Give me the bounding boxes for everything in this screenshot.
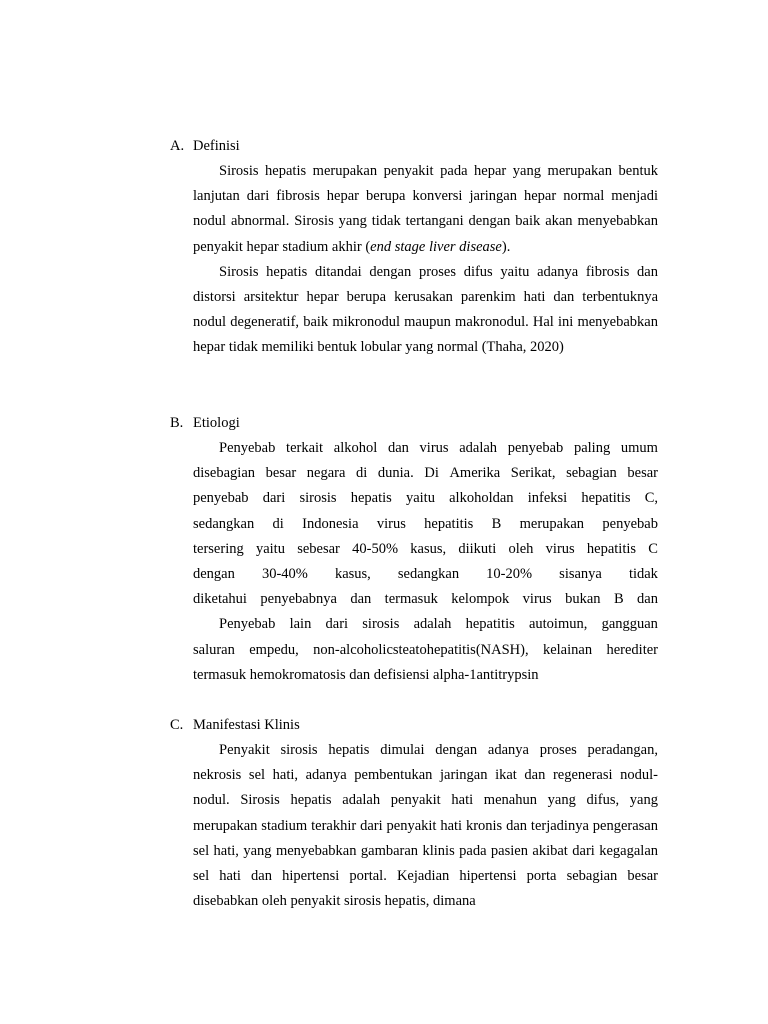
paragraph-text: Sirosis hepatis ditandai dengan proses difus yaitu adanya fibrosis dan distorsi arsitektur hepar berupa kerusakan parenkim hati dan terbentuknya nodul degeneratif, baik mikronodul maupun makronodul. Hal ini menyebabkan hepar tidak memiliki bentuk lobular yang normal (Thaha, 2020) [193,263,658,356]
section-body [193,159,658,361]
section-etiologi [170,411,658,688]
section-definisi [170,134,658,361]
word: saluran [193,641,235,658]
section-heading [170,713,658,738]
paragraph-line [193,537,658,562]
word: diketahui [193,591,247,608]
word: penyebabnya [260,591,337,608]
word: sirosis [299,490,337,507]
word: disebagian [193,465,256,482]
word: virus [522,591,552,608]
word: hepatitis [586,540,637,557]
section-letter: B. [170,415,184,431]
word: Serikat, [510,465,556,482]
word: lain [289,616,312,633]
paragraph-line [193,638,658,663]
word: hepatitis [424,515,474,532]
word: Di [424,465,439,482]
paragraph-text: ). [501,238,511,255]
word: dan [387,440,409,456]
word: sedangkan [193,515,255,532]
word: empedu, [249,641,299,658]
word: oleh [508,540,534,557]
word: autoimun, [528,616,588,633]
word: Indonesia [302,515,359,532]
word: sirosis [362,616,400,633]
word: sisanya [559,565,602,582]
word: penyebab [602,515,658,532]
section-letter: C. [170,717,184,733]
word: Penyebab [219,616,276,633]
word: di [272,515,284,532]
word: kelainan [542,641,593,658]
word: tersering [193,540,244,557]
word: alkohol [333,440,378,456]
word: kasus, [334,565,371,582]
word: termasuk [384,591,438,608]
word: diikuti [458,540,497,557]
section-heading [170,411,658,436]
word: paling [573,440,611,456]
word: virus [419,440,449,456]
word: negara [306,465,346,482]
word: non-alcoholicsteatohepatitis(NASH), [313,641,529,658]
paragraph-line [193,562,658,587]
italic-term: end stage liver disease [370,238,502,255]
word: sedangkan [397,565,460,582]
paragraph [193,159,658,260]
word: yaitu [405,490,435,507]
word: dengan [193,565,235,582]
word: dari [325,616,349,633]
word: tidak [628,565,658,582]
section-title: Definisi [193,138,240,154]
word: kasus, [410,540,447,557]
section-letter: A. [170,138,185,154]
word: infeksi [527,490,568,507]
word: adalah [413,616,452,633]
word: herediter [606,641,658,658]
word: hepatitis [465,616,515,633]
word: gangguan [601,616,658,633]
word: yaitu [255,540,285,557]
word: umum [620,440,658,456]
word: Amerika [449,465,501,482]
word: hepatis [350,490,392,507]
word: adalah [459,440,498,456]
word: 40-50% [352,540,399,557]
paragraph-line [193,612,658,637]
word: sebesar [297,540,340,557]
paragraph-text: Penyakit sirosis hepatis dimulai dengan adanya proses peradangan, nekrosis sel hati, adanya pembentukan jaringan ikat dan regenerasi nodul-nodul. Sirosis hepatis adalah penyakit hati menahun yang difus, yang merupakan stadium terakhir dari penyakit hati kronis dan terjadinya pengerasan sel hati, yang menyebabkan gambaran klinis pada pasien akibat dari kegagalan sel hati dan hipertensi portal. Kejadian hipertensi porta sebagian besar disebabkan oleh penyakit sirosis hepatis, dimana [193,742,658,910]
word: C [648,540,658,557]
word: dunia. [377,465,414,482]
word: penyebab [193,490,249,507]
word: 10-20% [486,565,533,582]
word: alkoholdan [449,490,514,507]
word: hepatitis [581,490,631,507]
word: virus [376,515,406,532]
word: B [491,515,502,532]
section-title: Manifestasi Klinis [193,717,300,733]
word: besar [265,465,297,482]
word: virus [545,540,575,557]
word: 30-40% [261,565,308,582]
section-body [193,738,658,914]
word: dan [637,591,658,608]
paragraph-line [193,512,658,537]
word: kelompok [451,591,510,608]
word: Penyebab [219,440,276,456]
paragraph-line [193,436,658,461]
word: besar [627,465,658,482]
section-title: Etiologi [193,415,240,431]
word: dari [262,490,286,507]
word: sebagian [566,465,617,482]
section-manifestasi-klinis [170,713,658,914]
word: dan [350,591,372,608]
paragraph-text: Sirosis hepatis merupakan penyakit pada hepar yang merupakan bentuk lanjutan dari fibrosis hepar berupa konversi jaringan hepar normal menjadi nodul abnormal. Sirosis yang tidak tertangani dengan baik akan menyebabkan penyakit hepar stadium akhir ( [193,163,658,255]
word: di [356,465,368,482]
section-heading [170,134,658,159]
paragraph-line [193,486,658,511]
word: merupakan [519,515,585,532]
paragraph [193,738,658,914]
paragraph-last-line: termasuk hemokromatosis dan defisiensi alpha-1antitrypsin [193,666,539,683]
word: C, [644,490,658,507]
word: B [613,591,624,608]
paragraph [193,260,658,361]
word: bukan [565,591,601,608]
paragraph-line [193,587,658,612]
word: penyebab [507,440,564,456]
word: terkait [286,440,324,456]
paragraph-line [193,461,658,486]
section-body [193,436,658,688]
